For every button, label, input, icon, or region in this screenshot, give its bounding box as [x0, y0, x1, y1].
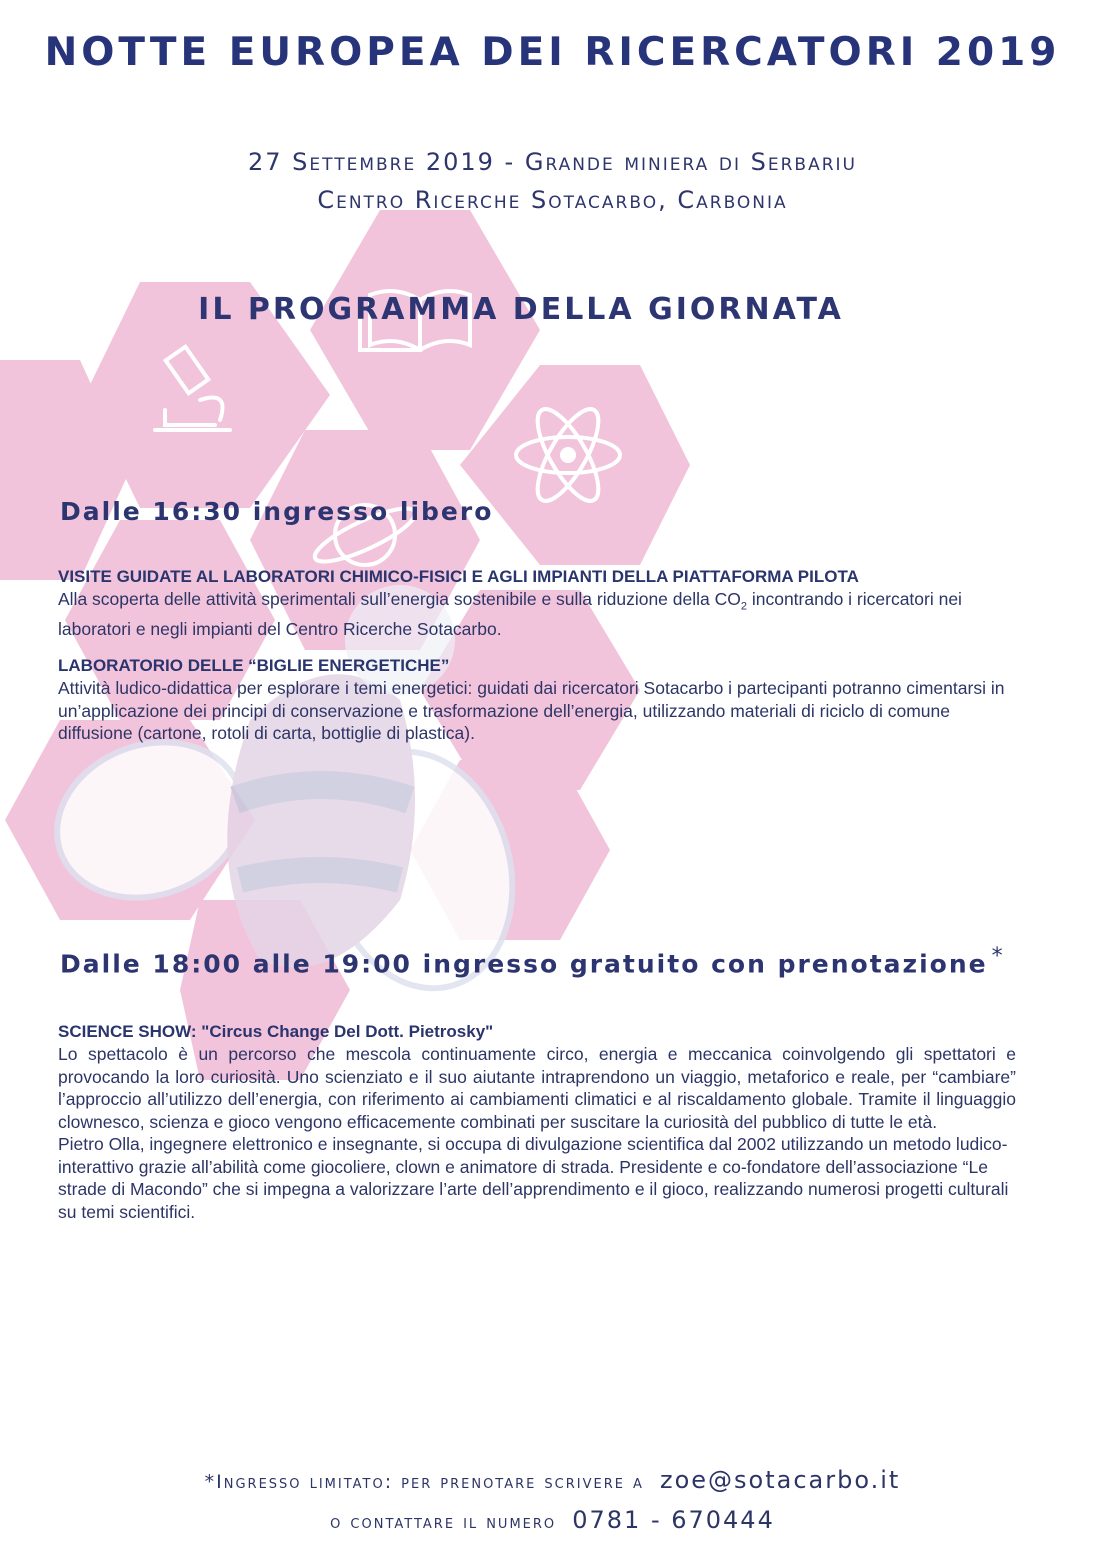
footnote-star: * — [991, 944, 1005, 969]
science-show-description: Lo spettacolo è un percorso che mescola continuamente circo, energia e meccanica coinvolgendo gli spettatori e provocando la loro curiosità. Uno scienziato e il suo aiutante intraprendono un viaggio, metaforico e reale, per “cambiare” l’approccio all’utilizzo dell’energia, con riferimento ai cambiamenti climatici e al riscaldamento globale. Tramite il linguaggio clownesco, scienza e gioco vengono efficacemente combinati per suscitare la curiosità del pubblico di tutte le età. — [58, 1044, 1016, 1132]
guided-visits-section — [58, 566, 1016, 641]
lab-description: Attività ludico-didattica per esplorare i temi energetici: guidati dai ricercatori Sotacarbo i partecipanti potranno cimentarsi in un’applicazione dei principi di conservazione e trasformazione dell’energia, utilizzando materiali di riciclo di comune diffusione (cartone, rotoli di carta, bottiglie di plastica). — [58, 678, 1005, 743]
page-title: NOTTE EUROPEA DEI RICERCATORI 2019 — [44, 30, 1061, 75]
booking-note — [0, 1466, 1105, 1494]
booking-phone-number[interactable]: 0781 - 670444 — [572, 1506, 775, 1534]
event-date-location: 27 Settembre 2019 - Grande miniera di Serbariu — [247, 148, 857, 176]
booking-note-text: *Ingresso limitato: per prenotare scrivere a — [204, 1471, 644, 1493]
presenter-bio: Pietro Olla, ingegnere elettronico e insegnante, si occupa di divulgazione scientifica dal 2002 utilizzando un metodo ludico-interattivo grazie all’abilità come giocoliere, clown e animatore di strada. Presidente e co-fondatore dell’associazione “Le strade di Macondo” che si impegna a valorizzare l’arte dell’apprendimento e il gioco, realizzando numerosi progetti culturali su temi scientifici. — [58, 1134, 1009, 1222]
energy-marbles-lab-section — [58, 655, 1016, 745]
booking-phone-line — [0, 1506, 1105, 1534]
programme-title: IL PROGRAMMA DELLA GIORNATA — [198, 292, 844, 327]
booking-email-link[interactable]: zoe@sotacarbo.it — [660, 1466, 901, 1494]
session-free-entry-heading: Dalle 16:30 ingresso libero — [60, 497, 494, 526]
guided-visits-description: Alla scoperta delle attività sperimentali sull’energia sostenibile e sulla riduzione della $CO_2$ incontrando i ricercatori nei laboratori e negli impianti del Centro Ricerche Sotacarbo. — [58, 589, 962, 639]
event-venue: Centro Ricerche Sotacarbo, Carbonia — [317, 186, 788, 214]
guided-visits-title: VISITE GUIDATE AL LABORATORI CHIMICO-FISICI E AGLI IMPIANTI DELLA PIATTAFORMA PILOTA — [58, 567, 859, 586]
science-show-section — [58, 1021, 1016, 1223]
lab-title: LABORATORIO DELLE “BIGLIE ENERGETICHE” — [58, 656, 450, 675]
session-booking-heading: Dalle 18:00 alle 19:00 ingresso gratuito con prenotazione * — [60, 944, 1005, 979]
science-show-title: SCIENCE SHOW: "Circus Change Del Dott. Pietrosky" — [58, 1022, 494, 1041]
booking-phone-text: o contattare il numero — [330, 1511, 557, 1533]
